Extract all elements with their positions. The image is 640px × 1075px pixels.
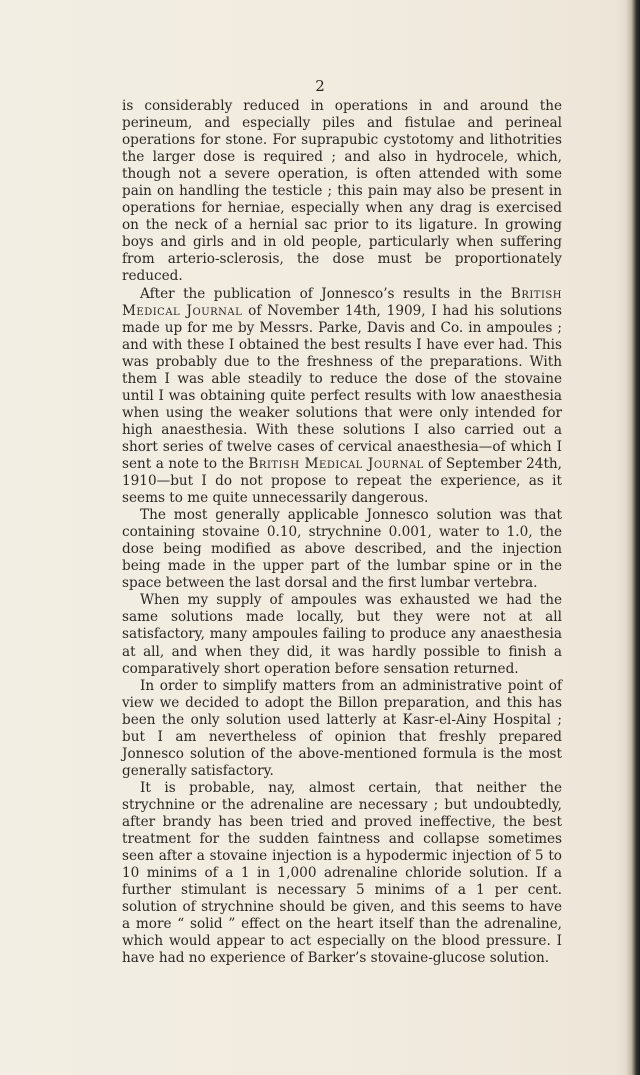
paragraph-text: After the publication of Jonnesco’s results in the <box>140 285 511 302</box>
paragraph-adrenaline: It is probable, nay, almost certain, that neither the strychnine or the adrenaline are necessary ; but undoubtedly, after brandy has been tried and proved ineffective, the best treatment for the sudden faintness and collapse sometimes seen after a stovaine injection is a hypodermic injection of 5 to 10 minims of a 1 in 1,000 adrenaline chloride solution. If a further stimulant is necessary 5 minims of a 1 per cent. solution of strychnine should be given, and this seems to have a more “ solid ” effect on the heart itself than the adrenaline, which would appear to act especially on the blood pressure. I have had no experience of Barker’s stovaine-glucose solution. <box>122 779 562 967</box>
page-edge-shadow <box>626 0 640 1075</box>
paragraph-ampoules-exhausted: When my supply of ampoules was exhausted we had the same solutions made locally, but they were not at all satisfactory, many ampoules failing to produce any anaesthesia at all, and when they did, it was hardly possible to finish a comparatively short operation before sensation returned. <box>122 592 562 677</box>
journal-name: British Medical Journal <box>248 455 424 472</box>
body-text <box>122 98 562 967</box>
paragraph-jonnesco-results <box>122 286 562 508</box>
paragraph-generally-applicable: The most generally applicable Jonnesco solution was that containing stovaine 0.10, strychnine 0.001, water to 1.0, the dose being modified as above described, and the injection being made in the upper part of the lumbar spine or in the space between the last dorsal and the first lumbar vertebra. <box>122 507 562 592</box>
paragraph-billon-preparation: In order to simplify matters from an administrative point of view we decided to adopt the Billon preparation, and this has been the only solution used latterly at Kasr-el-Ainy Hospital ; but I am nevertheless of opinion that freshly prepared Jonnesco solution of the above-mentioned formula is the most generally satisfactory. <box>122 677 562 779</box>
paragraph-continuation: is considerably reduced in operations in and around the perineum, and especially piles and fistulae and perineal operations for stone. For suprapubic cystotomy and lithotrities the larger dose is required ; and also in hydrocele, which, though not a severe operation, is often attended with some pain on handling the testicle ; this pain may also be present in operations for herniae, especially when any drag is exercised on the neck of a hernial sac prior to its ligature. In growing boys and girls and in old people, particularly when suffering from arterio-sclerosis, the dose must be proportionately reduced. <box>122 98 562 285</box>
journal-name: British Medical Journal <box>122 285 562 319</box>
page-number: 2 <box>315 77 325 95</box>
paragraph-text: of September 24th, 1910—but I do not propose to repeat the experience, as it seems to me quite unnecessarily dangerous. <box>122 455 562 507</box>
paragraph-text: of November 14th, 1909, I had his solutions made up for me by Messrs. Parke, Davis and Co. in ampoules ; and with these I obtained the best results I have ever had. This was probably due to the freshness of the preparations. With them I was able steadily to reduce the dose of the stovaine until I was obtaining quite perfect results with low anaesthesia when using the weaker solutions that were only intended for high anaesthesia. With these solutions I also carried out a short series of twelve cases of cervical anaesthesia—of which I sent a note to the <box>122 302 562 472</box>
